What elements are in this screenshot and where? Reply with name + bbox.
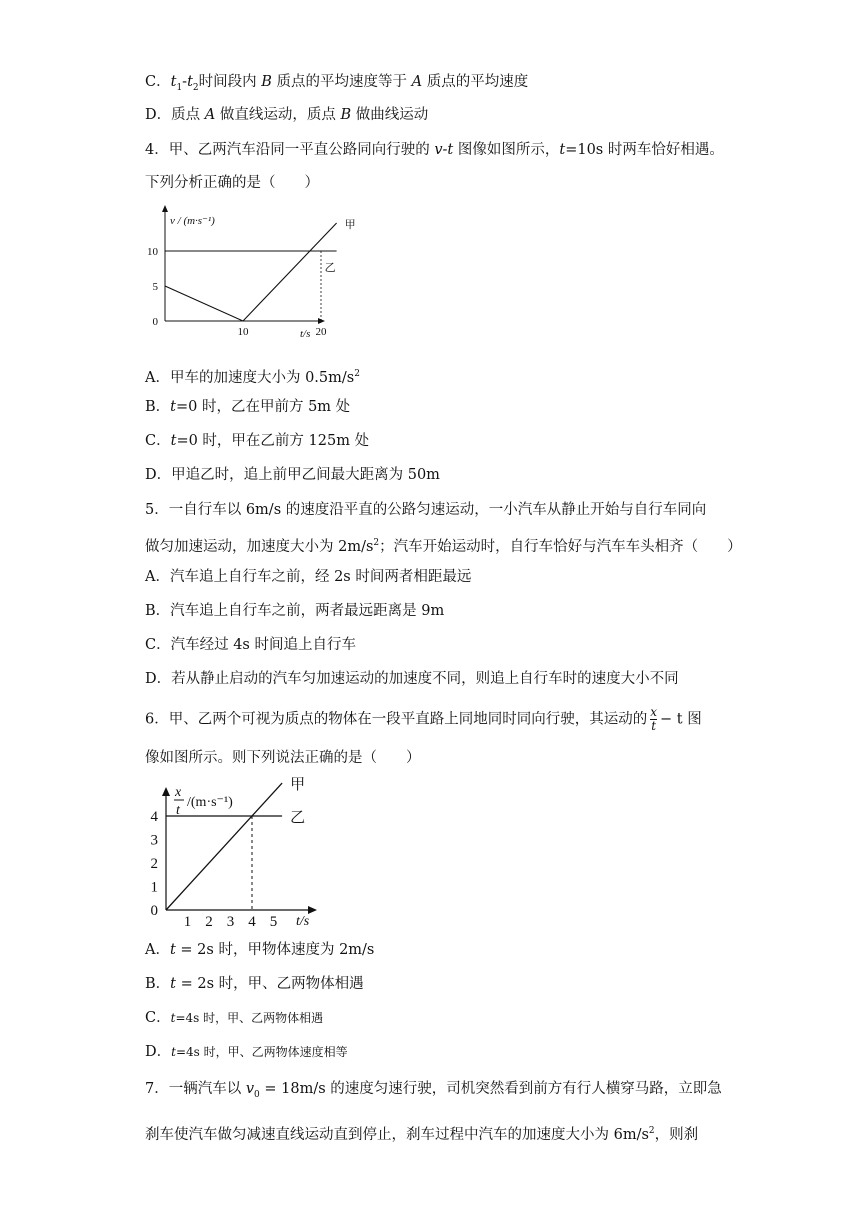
q6-option-b: B．t = 2s 时，甲、乙两物体相遇 — [145, 976, 364, 992]
y-axis-arrow — [162, 787, 170, 796]
q7-stem-line1: 7．一辆汽车以 $v_0 = 18m/s$ 的速度匀速行驶，司机突然看到前方有行人横穿马路，立即急 — [145, 1081, 722, 1100]
q6-fraction: $\frac{x}{t}$ — [650, 705, 658, 733]
y-tick-label: 0 — [152, 316, 158, 328]
q5-option-b: B．汽车追上自行车之前，两者最远距离是 9m — [145, 603, 445, 619]
x-tick-label: 1 — [183, 914, 192, 930]
q7-stem-line2: 刹车使汽车做匀减速直线运动直到停止，刹车过程中汽车的加速度大小为 $6m/s^2$，则刹 — [145, 1126, 699, 1143]
y-axis-label-unit: /(m·s⁻¹) — [187, 795, 233, 810]
y-axis-label-num: x — [175, 785, 182, 800]
series-label: 甲 — [344, 219, 356, 231]
q6-xt-chart — [140, 777, 340, 932]
q4-option-c: C．t=0 时，甲在乙前方 125m 处 — [145, 433, 370, 449]
q6-option-a: A．t = 2s 时，甲物体速度为 2m/s — [145, 942, 375, 958]
y-tick-label: 1 — [150, 879, 158, 896]
q4-option-d: D．甲追乙时，追上前甲乙间最大距离为 50m — [145, 467, 440, 483]
x-tick-label: 5 — [269, 914, 278, 930]
x-tick-label: 10 — [237, 326, 249, 338]
y-tick-label: 10 — [147, 246, 158, 258]
q5-option-c: C．汽车经过 4s 时间追上自行车 — [145, 637, 356, 653]
x-axis-label: t/s — [300, 328, 311, 340]
q4-option-a: A．甲车的加速度大小为 $0.5m/s^2$ — [145, 369, 360, 386]
q6-stem-line1: 6．甲、乙两个可视为质点的物体在一段平直路上同地同时同向行驶，其运动的 $\frac{x}{t}$ − t 图 — [145, 705, 702, 733]
y-tick-label: 4 — [150, 809, 158, 825]
x-axis-label: t/s — [296, 914, 310, 929]
q5-option-a: A．汽车追上自行车之前，经 2s 时间两者相距最远 — [145, 569, 472, 585]
y-tick-label: 3 — [150, 832, 158, 849]
q4-option-b: B．t=0 时，乙在甲前方 5m 处 — [145, 399, 351, 415]
q3-option-d: D．质点 A 做直线运动，质点 B 做曲线运动 — [145, 107, 429, 123]
x-tick-label: 4 — [248, 914, 256, 930]
q4-vt-chart — [140, 200, 356, 345]
y-axis-label: v / (m·s⁻¹) — [170, 215, 215, 227]
x-axis-arrow — [308, 906, 317, 914]
q4-stem-line2: 下列分析正确的是（ ） — [145, 175, 319, 191]
y-axis-arrow — [162, 205, 168, 212]
y-tick-label: 0 — [150, 903, 158, 919]
q6-option-c: C．t=4s 时，甲、乙两物体相遇 — [145, 1010, 324, 1026]
y-tick-label: 5 — [152, 281, 158, 293]
q5-stem-line2: 做匀加速运动，加速度大小为 $2m/s^2$；汽车开始运动时，自行车恰好与汽车车头相齐（ ） — [145, 538, 742, 555]
series-label: 乙 — [324, 262, 336, 274]
series-label: 乙 — [290, 810, 306, 826]
q5-option-d: D．若从静止启动的汽车匀加速运动的加速度不同，则追上自行车时的速度大小不同 — [145, 671, 679, 687]
q6-option-d: D．t=4s 时，甲、乙两物体速度相等 — [145, 1044, 348, 1060]
q6-stem-line2: 像如图所示。则下列说法正确的是（ ） — [145, 750, 421, 766]
y-tick-label: 2 — [150, 856, 158, 872]
x-tick-label: 2 — [205, 914, 213, 930]
q4-stem-line1: 4．甲、乙两汽车沿同一平直公路同向行驶的 v-t 图像如图所示，t=10s 时两车恰好相遇。 — [145, 142, 724, 158]
q3-option-c: C．$t_1-t_2$时间段内 B 质点的平均速度等于 A 质点的平均速度 — [145, 74, 529, 93]
series-label: 甲 — [290, 777, 306, 794]
x-tick-label: 3 — [226, 914, 235, 930]
series-line — [165, 223, 337, 321]
q5-stem-line1: 5．一自行车以 6m/s 的速度沿平直的公路匀速运动，一小汽车从静止开始与自行车同向 — [145, 502, 707, 518]
x-axis-arrow — [318, 318, 325, 324]
y-axis-label-den: t — [176, 803, 180, 818]
x-tick-label: 20 — [315, 326, 327, 338]
